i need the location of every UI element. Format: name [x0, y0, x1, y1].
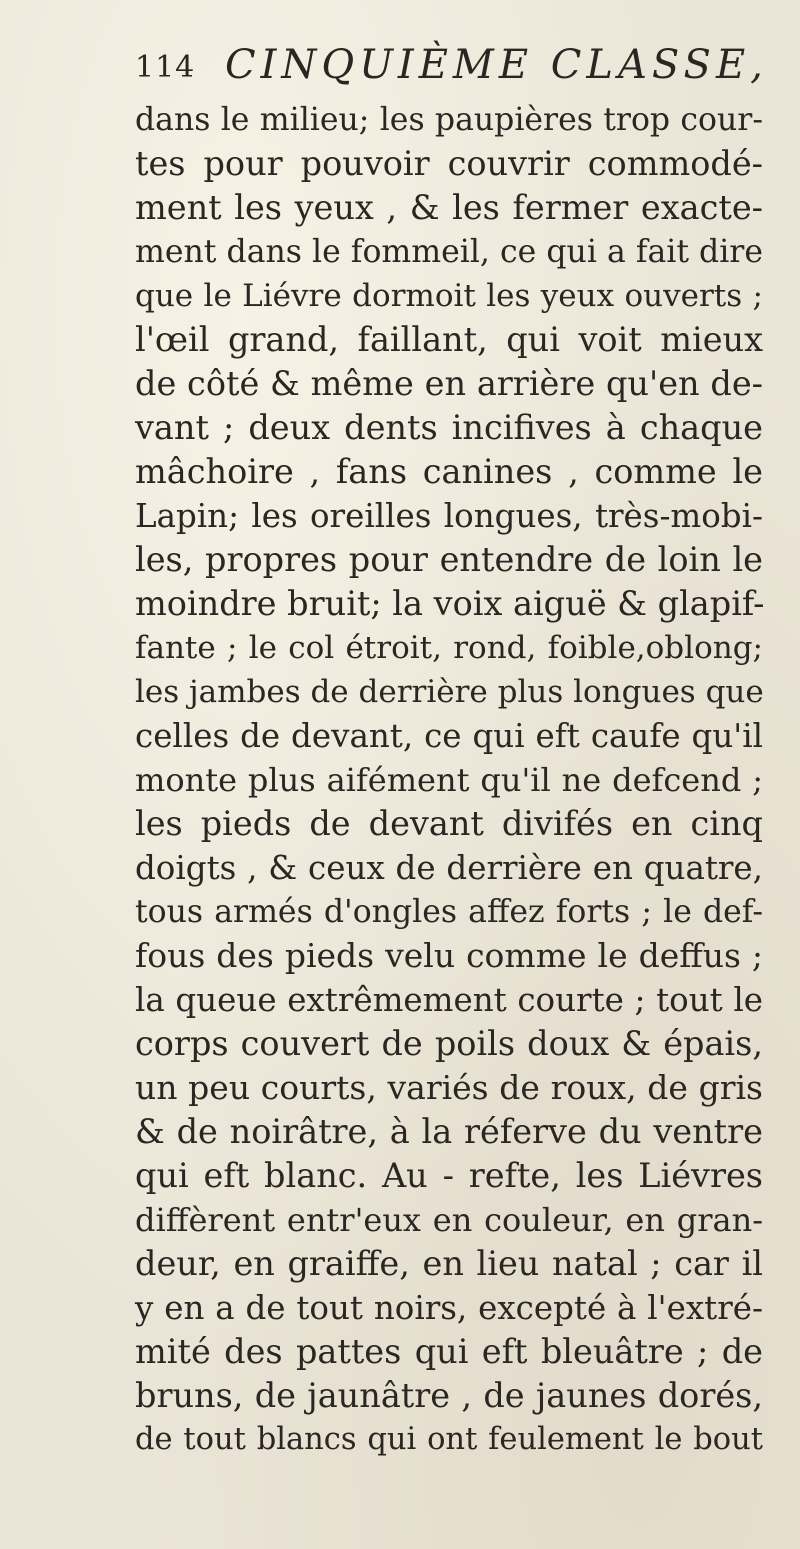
body-text [135, 98, 775, 1462]
text-line: un peu courts, variés de roux, de gris [135, 1068, 763, 1107]
text-line: deur, en graiffe, en lieu natal ; car il [135, 1244, 763, 1283]
text-line: vant ; deux dents incifives à chaque [135, 408, 763, 447]
text-line: corps couvert de poils doux & épais, [135, 1024, 763, 1063]
text-line: diffèrent entr'eux en couleur, en gran- [135, 1201, 763, 1239]
text-line: mité des pattes qui eft bleuâtre ; de [135, 1332, 763, 1371]
text-line: l'œil grand, faillant, qui voit mieux [135, 320, 763, 359]
text-line: tous armés d'ongles affez forts ; le def- [135, 894, 763, 930]
text-line: les, propres pour entendre de loin le [135, 540, 763, 579]
text-line: les jambes de derrière plus longues que [135, 674, 764, 710]
text-line: de tout blancs qui ont feulement le bout [135, 1422, 763, 1457]
text-line: doigts , & ceux de derrière en quatre, [135, 849, 763, 887]
text-line: bruns, de jaunâtre , de jaunes dorés, [135, 1376, 763, 1415]
text-line: monte plus aifément qu'il ne defcend ; [135, 761, 763, 799]
text-line: ment les yeux , & les fermer exacte- [135, 188, 763, 227]
text-line: de côté & même en arrière qu'en de- [135, 364, 763, 403]
text-line: moindre bruit; la voix aiguë & glapif- [135, 584, 765, 623]
text-line: dans le milieu; les paupières trop cour- [135, 102, 763, 138]
text-line: mâchoire , fans canines , comme le [135, 452, 763, 491]
text-line: & de noirâtre, à la réferve du ventre [135, 1112, 763, 1151]
text-line: fante ; le col étroit, rond, foible,oblong; [135, 630, 763, 666]
text-line: y en a de tout noirs, excepté à l'extré- [135, 1289, 763, 1327]
running-head: CINQUIÈME CLASSE, [225, 42, 768, 88]
text-line: fous des pieds velu comme le deffus ; [135, 936, 763, 975]
text-line: tes pour pouvoir couvrir commodé- [135, 144, 763, 183]
text-line: qui eft blanc. Au - refte, les Liévres [135, 1156, 763, 1195]
page-number: 114 [135, 50, 196, 85]
text-line: Lapin; les oreilles longues, très-mobi- [135, 497, 763, 535]
text-line: que le Liévre dormoit les yeux ouverts ; [135, 278, 763, 314]
text-line: les pieds de devant divifés en cinq [135, 804, 763, 843]
text-line: ment dans le fommeil, ce qui a fait dire [135, 234, 763, 270]
page-header [135, 38, 768, 98]
text-line: la queue extrêmement courte ; tout le [135, 981, 763, 1019]
text-line: celles de devant, ce qui eft caufe qu'il [135, 717, 763, 755]
